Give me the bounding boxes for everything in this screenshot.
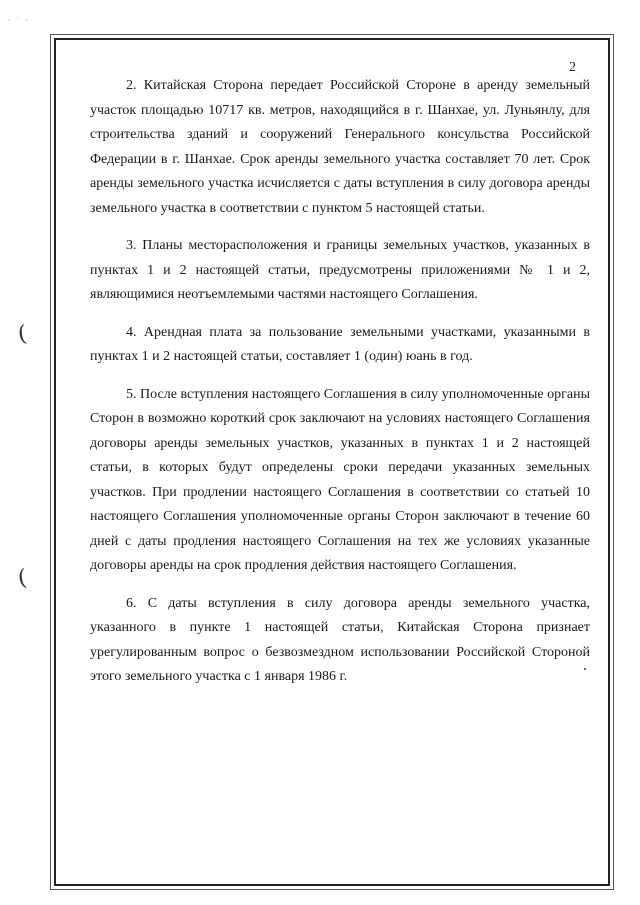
binding-hole-mark: (: [16, 565, 29, 592]
paragraph-item-5: 5. После вступления настоящего Соглашения в силу уполномоченные органы Сторон в возможно короткий срок заключают на условиях настоящего Соглашения договоры аренды земельных участков, указанных в пунктах 1 и 2 настоящей статьи, в которых будут определены сроки передачи указанных земельных участков. При продлении настоящего Соглашения в соответствии со статьей 10 настоящего Соглашения уполномоченные органы Сторон заключают в течение 60 дней с даты продления настоящего Соглашения на тех же условиях указанные договоры аренды на срок продления действия настоящего Соглашения.: [90, 386, 590, 573]
paragraph-item-3: 3. Планы месторасположения и границы земельных участков, указанных в пунктах 1 и 2 настоящей статьи, предусмотрены приложениями № 1 и 2, являющимися неотъемлемыми частями настоящего Соглашения.: [90, 238, 590, 302]
page-border: [54, 38, 610, 886]
paragraph-item-6: 6. С даты вступления в силу договора аренды земельного участка, указанного в пункте 1 настоящей статьи, Китайская Сторона признает урегулированным вопрос о безвозмездном использовании Российской Стороной этого земельного участка с 1 января 1986 г.: [90, 595, 590, 684]
scan-speck: [584, 668, 586, 670]
page-number: 2: [569, 60, 576, 75]
binding-hole-mark: (: [16, 321, 29, 348]
paragraph-item-2: 2. Китайская Сторона передает Российской Стороне в аренду земельный участок площадью 10717 кв. метров, находящийся в г. Шанхае, ул. Луньянлу, для строительства зданий и сооружений Генерального консульства Российской Федерации в г. Шанхае. Срок аренды земельного участка составляет 70 лет. Срок аренды земельного участка исчисляется с даты вступления в силу договора аренды земельного участка в соответствии с пунктом 5 настоящей статьи.: [90, 78, 590, 216]
scan-artifact: · ˙ ·: [8, 16, 30, 25]
document-body: [90, 74, 590, 703]
paragraph-item-4: 4. Арендная плата за пользование земельными участками, указанными в пунктах 1 и 2 настоящей статьи, составляет 1 (один) юань в год.: [90, 324, 590, 364]
